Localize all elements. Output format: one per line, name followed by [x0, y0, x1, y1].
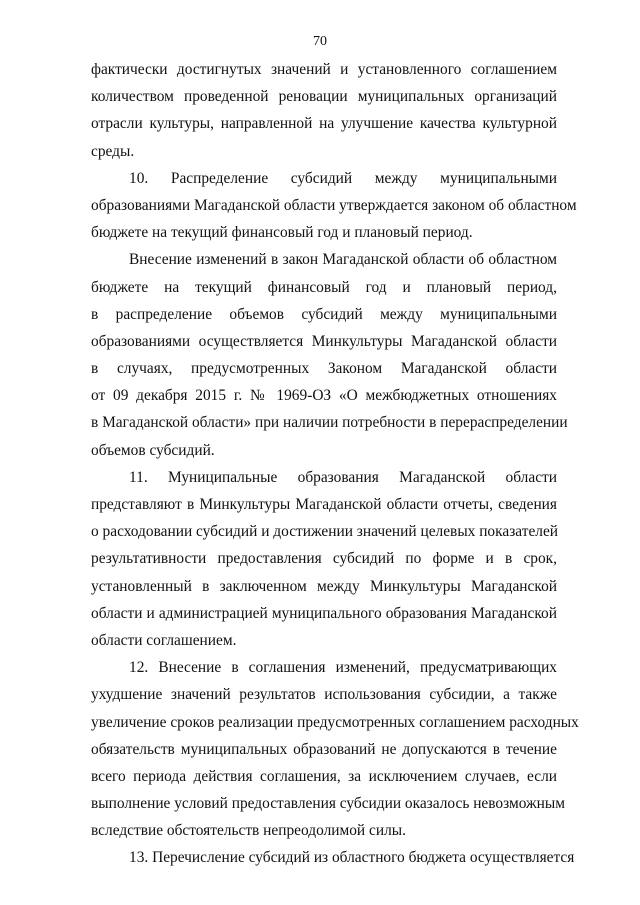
- text-line: ухудшение значений результатов использования субсидии, а также: [91, 686, 557, 704]
- text-line: области соглашением.: [91, 631, 237, 649]
- text-line: вследствие обстоятельств непреодолимой силы.: [91, 822, 406, 840]
- text-line: 10. Распределение субсидий между муниципальными: [129, 169, 557, 187]
- text-line: от 09 декабря 2015 г. № 1969-ОЗ «О межбюджетных отношениях: [91, 387, 557, 405]
- text-line: фактически достигнутых значений и установленного соглашением: [91, 61, 557, 78]
- text-line: представляют в Минкультуры Магаданской области отчеты, сведения: [91, 496, 557, 513]
- text-line: в распределение объемов субсидий между муниципальными: [91, 305, 557, 323]
- text-line: бюджете на текущий финансовый год и плановый период.: [91, 224, 473, 242]
- text-line: выполнение условий предоставления субсидии оказалось невозможным: [91, 795, 565, 813]
- text-line: в случаях, предусмотренных Законом Магаданской области: [91, 360, 557, 378]
- text-line: результативности предоставления субсидий по форме и в срок,: [91, 550, 557, 568]
- text-line: в Магаданской области» при наличии потребности в перераспределении: [91, 414, 568, 432]
- text-line: объемов субсидий.: [91, 441, 215, 459]
- document-body: [91, 56, 579, 872]
- text-line: 12. Внесение в соглашения изменений, предусматривающих: [129, 659, 557, 677]
- text-line: установленный в заключенном между Минкультуры Магаданской: [91, 577, 557, 595]
- text-line: образованиями осуществляется Минкультуры Магаданской области: [91, 332, 557, 350]
- text-line: отрасли культуры, направленной на улучшение качества культурной: [91, 115, 557, 133]
- text-line: о расходовании субсидий и достижении значений целевых показателей: [91, 523, 559, 541]
- text-line: области и администрацией муниципального образования Магаданской: [91, 604, 557, 622]
- text-line: количеством проведенной реновации муниципальных организаций: [91, 88, 557, 106]
- text-line: всего периода действия соглашения, за исключением случаев, если: [91, 767, 557, 785]
- text-line: обязательств муниципальных образований не допускаются в течение: [91, 740, 557, 758]
- text-line: Внесение изменений в закон Магаданской области об областном: [129, 251, 557, 269]
- text-line: 13. Перечисление субсидий из областного бюджета осуществляется: [129, 849, 575, 867]
- text-line: увеличение сроков реализации предусмотренных соглашением расходных: [91, 713, 579, 731]
- text-line: среды.: [91, 142, 135, 160]
- page-number: 70: [313, 34, 327, 49]
- text-line: бюджете на текущий финансовый год и плановый период,: [91, 278, 557, 296]
- text-line: образованиями Магаданской области утверждается законом об областном: [91, 196, 577, 214]
- text-line: 11. Муниципальные образования Магаданской области: [129, 468, 557, 486]
